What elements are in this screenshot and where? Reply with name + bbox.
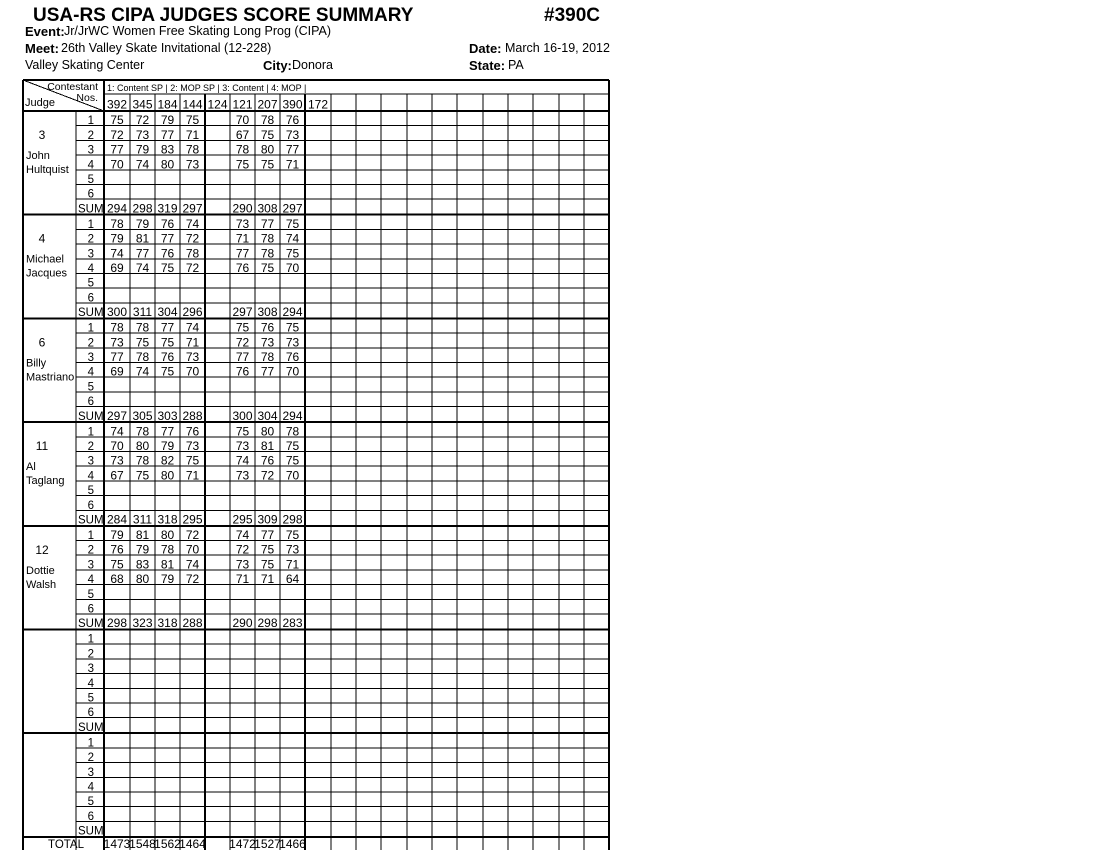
score-value: 75 (135, 335, 150, 350)
score-value: 76 (110, 542, 124, 557)
judge-last-name: Hultquist (26, 164, 69, 176)
score-row-label: 4 (87, 159, 94, 172)
contestant-number: 172 (307, 97, 329, 112)
score-value: 78 (285, 424, 300, 439)
score-value: 75 (260, 127, 275, 142)
total-value: 1562 (154, 837, 181, 850)
score-value: 75 (235, 157, 250, 172)
score-value: 74 (285, 231, 300, 246)
score-value: 73 (185, 350, 200, 364)
score-value: 74 (135, 261, 150, 275)
sum-value: 311 (132, 305, 153, 320)
sum-row-label: SUM (78, 307, 104, 320)
score-value: 76 (285, 350, 300, 364)
score-value: 76 (235, 364, 250, 379)
score-value: 78 (135, 320, 150, 335)
contestant-number: 121 (232, 97, 253, 112)
contestant-number: 390 (282, 97, 303, 112)
score-value: 70 (110, 157, 124, 172)
score-row-label: 1 (87, 530, 94, 542)
score-value: 80 (135, 439, 150, 453)
score-value: 77 (160, 424, 175, 439)
event-value: Jr/JrWC Women Free Skating Long Prog (CIPA) (64, 24, 331, 38)
score-value: 73 (235, 468, 250, 483)
meet-label: Meet: (25, 41, 59, 56)
score-row-label: 5 (87, 381, 94, 394)
score-value: 77 (160, 320, 175, 335)
sum-value: 298 (132, 201, 153, 216)
score-value: 73 (285, 542, 300, 557)
score-row-label: 5 (87, 485, 94, 498)
sum-value: 323 (132, 616, 153, 631)
score-value: 76 (160, 216, 175, 231)
score-value: 67 (235, 127, 250, 142)
sum-value: 308 (257, 201, 278, 216)
score-row-label: 4 (87, 470, 94, 483)
sum-value: 318 (157, 616, 178, 631)
sum-row-label: SUM (78, 825, 104, 838)
sum-value: 308 (257, 305, 278, 320)
score-value: 70 (235, 113, 250, 128)
score-value: 80 (260, 424, 275, 439)
sum-row-label: SUM (78, 514, 104, 527)
score-value: 72 (185, 528, 200, 542)
score-value: 77 (160, 231, 175, 246)
contestant-number: 207 (257, 97, 278, 112)
score-value: 72 (260, 468, 275, 483)
score-value: 75 (260, 261, 275, 275)
date-value: March 16-19, 2012 (505, 41, 610, 55)
score-value: 74 (235, 453, 250, 468)
score-value: 64 (285, 572, 300, 587)
score-value: 74 (185, 557, 200, 572)
sum-value: 297 (106, 408, 128, 423)
score-value: 82 (160, 453, 175, 468)
state-label: State: (469, 58, 506, 73)
score-row-label: 6 (87, 810, 94, 823)
score-value: 75 (185, 113, 200, 128)
contestant-number: 345 (132, 97, 153, 112)
sum-value: 288 (182, 616, 203, 631)
score-value: 75 (260, 557, 275, 572)
judge-last-name: Walsh (26, 578, 57, 591)
event-label: Event: (25, 24, 65, 39)
score-value: 72 (135, 113, 150, 128)
score-value: 75 (285, 320, 300, 335)
score-value: 79 (110, 528, 124, 542)
venue-name: Valley Skating Center (25, 58, 145, 72)
score-value: 74 (110, 424, 124, 439)
score-value: 73 (260, 335, 275, 350)
score-row-label: 3 (87, 766, 94, 779)
score-value: 81 (160, 557, 175, 572)
score-value: 75 (285, 439, 300, 453)
score-value: 77 (110, 350, 124, 364)
score-row-label: 3 (87, 455, 94, 468)
score-value: 74 (135, 364, 150, 379)
score-row-label: 4 (87, 677, 94, 690)
score-value: 83 (135, 557, 150, 572)
score-value: 69 (110, 261, 124, 275)
score-row-label: 3 (87, 352, 94, 364)
city-value: Donora (292, 58, 333, 72)
score-row-label: 2 (87, 752, 94, 765)
total-row-label: TOTAL (48, 839, 84, 850)
score-value: 70 (285, 468, 300, 483)
score-value: 71 (285, 157, 300, 172)
score-row-label: 4 (87, 263, 94, 275)
score-value: 73 (285, 127, 300, 142)
sum-value: 294 (282, 305, 303, 320)
score-value: 78 (185, 142, 200, 157)
score-value: 75 (135, 468, 150, 483)
total-value: 1473 (103, 837, 131, 850)
sum-value: 284 (106, 512, 128, 527)
sum-row-label: SUM (78, 203, 104, 216)
score-value: 81 (135, 231, 150, 246)
score-value: 75 (110, 557, 124, 572)
score-value: 77 (160, 127, 175, 142)
contestant-number: 124 (207, 97, 228, 112)
judge-last-name: Mastriano (26, 371, 75, 384)
sum-value: 297 (282, 201, 303, 216)
score-value: 72 (110, 127, 124, 142)
score-value: 75 (285, 216, 300, 231)
score-value: 78 (235, 142, 250, 157)
score-value: 73 (235, 216, 250, 231)
score-value: 78 (185, 246, 200, 261)
score-value: 77 (285, 142, 300, 157)
score-value: 78 (135, 424, 150, 439)
score-value: 79 (135, 542, 150, 557)
score-value: 75 (260, 157, 275, 172)
score-value: 75 (285, 246, 300, 261)
date-label: Date: (469, 41, 502, 56)
score-value: 76 (160, 246, 175, 261)
sum-value: 297 (182, 201, 203, 216)
score-row-label: 1 (87, 322, 94, 335)
sum-value: 318 (157, 512, 178, 527)
total-value: 1464 (179, 837, 206, 850)
score-row-label: 6 (87, 396, 94, 409)
sum-row-label: SUM (78, 618, 104, 631)
score-row-label: 2 (87, 648, 94, 661)
score-value: 73 (185, 157, 200, 172)
score-value: 75 (160, 364, 175, 379)
score-value: 75 (185, 453, 200, 468)
total-value: 1472 (229, 837, 256, 850)
score-value: 73 (235, 557, 250, 572)
sum-value: 298 (282, 512, 303, 527)
score-value: 77 (235, 350, 250, 364)
score-value: 78 (260, 246, 275, 261)
score-value: 73 (110, 453, 124, 468)
sum-value: 304 (257, 408, 278, 423)
judge-last-name: Jacques (26, 267, 67, 280)
score-row-label: 3 (87, 559, 94, 572)
score-value: 71 (185, 127, 200, 142)
sum-value: 288 (182, 408, 203, 423)
score-value: 77 (110, 142, 124, 157)
judge-first-name: Billy (26, 357, 47, 370)
score-value: 72 (185, 261, 200, 275)
score-row-label: 6 (87, 707, 94, 720)
score-value: 79 (160, 572, 175, 587)
sum-value: 311 (132, 512, 153, 527)
score-value: 78 (160, 542, 175, 557)
score-value: 78 (110, 320, 124, 335)
score-value: 71 (235, 572, 250, 587)
judge-number: 3 (38, 128, 46, 142)
score-row-label: 6 (87, 499, 94, 512)
score-value: 72 (235, 542, 250, 557)
sum-value: 298 (257, 616, 278, 631)
score-row-label: 3 (87, 663, 94, 676)
sum-value: 295 (182, 512, 203, 527)
score-value: 71 (185, 468, 200, 483)
sum-value: 294 (106, 201, 128, 216)
score-value: 70 (285, 261, 300, 275)
score-value: 70 (185, 542, 200, 557)
contestant-number: 184 (157, 97, 178, 112)
score-value: 75 (110, 113, 124, 128)
score-value: 73 (235, 439, 250, 453)
score-row-label: 5 (87, 277, 94, 290)
score-value: 71 (260, 572, 275, 587)
score-value: 74 (110, 246, 124, 261)
score-value: 78 (260, 231, 275, 246)
score-value: 75 (285, 453, 300, 468)
judge-number: 12 (35, 542, 49, 557)
score-value: 77 (260, 528, 275, 542)
score-value: 67 (110, 468, 124, 483)
score-row-label: 1 (87, 218, 94, 231)
score-value: 75 (285, 528, 300, 542)
score-value: 77 (135, 246, 150, 261)
sum-value: 298 (106, 616, 128, 631)
score-row-label: 4 (87, 781, 94, 794)
score-row-label: 1 (87, 633, 94, 646)
score-value: 79 (110, 231, 124, 246)
judge-first-name: Dottie (26, 564, 55, 577)
score-row-label: 4 (87, 574, 94, 587)
sum-value: 304 (157, 305, 178, 320)
score-row-label: 2 (87, 233, 94, 246)
judge-last-name: Taglang (26, 475, 65, 488)
score-row-label: 5 (87, 588, 94, 601)
city-label: City: (263, 58, 292, 73)
score-value: 74 (185, 216, 200, 231)
score-row-label: 3 (87, 248, 94, 261)
form-title: USA-RS CIPA JUDGES SCORE SUMMARY (33, 5, 414, 26)
sum-row-label: SUM (78, 410, 104, 423)
score-value: 71 (185, 335, 200, 350)
total-value: 1527 (254, 837, 281, 850)
score-row-label: 1 (87, 115, 94, 128)
score-value: 70 (285, 364, 300, 379)
sum-value: 294 (282, 408, 303, 423)
score-value: 71 (285, 557, 300, 572)
score-value: 73 (110, 335, 124, 350)
total-value: 1466 (279, 837, 306, 850)
score-value: 80 (160, 157, 175, 172)
score-value: 75 (260, 542, 275, 557)
sum-value: 300 (232, 408, 253, 423)
judge-number: 4 (38, 231, 46, 246)
score-value: 80 (260, 142, 275, 157)
score-value: 79 (160, 113, 175, 128)
score-value: 75 (160, 335, 175, 350)
score-value: 72 (235, 335, 250, 350)
score-value: 75 (160, 261, 175, 275)
meet-value: 26th Valley Skate Invitational (12-228) (61, 41, 272, 55)
score-value: 79 (160, 439, 175, 453)
score-row-label: 3 (87, 144, 94, 157)
total-value: 1548 (129, 837, 156, 850)
score-value: 72 (185, 231, 200, 246)
score-value: 74 (235, 528, 250, 542)
score-row-label: 6 (87, 292, 94, 305)
score-row-label: 2 (87, 337, 94, 350)
score-value: 78 (110, 216, 124, 231)
corner-nos-label: Nos. (76, 92, 98, 104)
score-legend: 1: Content SP | 2: MOP SP | 3: Content | 4: MOP | (107, 83, 307, 93)
score-value: 80 (135, 572, 150, 587)
score-value: 76 (235, 261, 250, 275)
score-value: 76 (260, 320, 275, 335)
score-value: 68 (110, 572, 124, 587)
score-value: 74 (185, 320, 200, 335)
sum-value: 309 (257, 512, 278, 527)
score-value: 76 (185, 424, 200, 439)
score-value: 83 (160, 142, 175, 157)
score-value: 77 (260, 364, 275, 379)
score-value: 73 (285, 335, 300, 350)
sum-value: 300 (106, 305, 128, 320)
score-value: 78 (260, 113, 275, 128)
score-value: 81 (135, 528, 150, 542)
score-row-label: 2 (87, 441, 94, 453)
sum-row-label: SUM (78, 721, 104, 734)
contestant-number: 144 (182, 97, 203, 112)
judge-first-name: Michael (26, 253, 64, 266)
sum-value: 290 (232, 201, 253, 216)
score-value: 73 (135, 127, 150, 142)
judge-first-name: Al (26, 461, 36, 474)
score-value: 81 (260, 439, 275, 453)
score-value: 69 (110, 364, 124, 379)
form-number: #390C (544, 5, 600, 26)
score-value: 76 (285, 113, 300, 128)
score-row-label: 6 (87, 188, 94, 201)
score-value: 79 (135, 142, 150, 157)
corner-judge-label: Judge (25, 97, 55, 109)
sum-value: 319 (157, 201, 178, 216)
sum-value: 295 (232, 512, 253, 527)
score-value: 77 (260, 216, 275, 231)
score-value: 72 (185, 572, 200, 587)
score-row-label: 2 (87, 544, 94, 557)
judge-number: 6 (38, 335, 46, 350)
score-value: 70 (110, 439, 124, 453)
score-value: 70 (185, 364, 200, 379)
score-value: 76 (160, 350, 175, 364)
sum-value: 305 (132, 408, 153, 423)
score-value: 80 (160, 468, 175, 483)
score-row-label: 4 (87, 366, 94, 379)
score-value: 78 (135, 350, 150, 364)
score-value: 71 (235, 231, 250, 246)
score-value: 80 (160, 528, 175, 542)
sum-value: 303 (157, 408, 178, 423)
score-value: 75 (235, 320, 250, 335)
score-value: 78 (260, 350, 275, 364)
score-row-label: 1 (87, 426, 94, 439)
sum-value: 297 (232, 305, 253, 320)
score-row-label: 5 (87, 692, 94, 705)
judge-number: 11 (35, 439, 49, 454)
contestant-number: 392 (106, 97, 128, 112)
score-value: 77 (235, 246, 250, 261)
score-value: 75 (235, 424, 250, 439)
score-value: 76 (260, 453, 275, 468)
corner-contestant-label: Contestant (47, 81, 98, 93)
score-row-label: 6 (87, 603, 94, 616)
sum-value: 290 (232, 616, 253, 631)
sum-value: 283 (282, 616, 303, 631)
score-value: 79 (135, 216, 150, 231)
judge-first-name: John (26, 150, 50, 162)
score-value: 73 (185, 439, 200, 453)
score-value: 78 (135, 453, 150, 468)
score-value: 74 (135, 157, 150, 172)
score-row-label: 5 (87, 174, 94, 186)
score-row-label: 5 (87, 796, 94, 809)
state-value: PA (508, 58, 524, 72)
score-row-label: 2 (87, 129, 94, 142)
score-row-label: 1 (87, 737, 94, 750)
sum-value: 296 (182, 305, 203, 320)
